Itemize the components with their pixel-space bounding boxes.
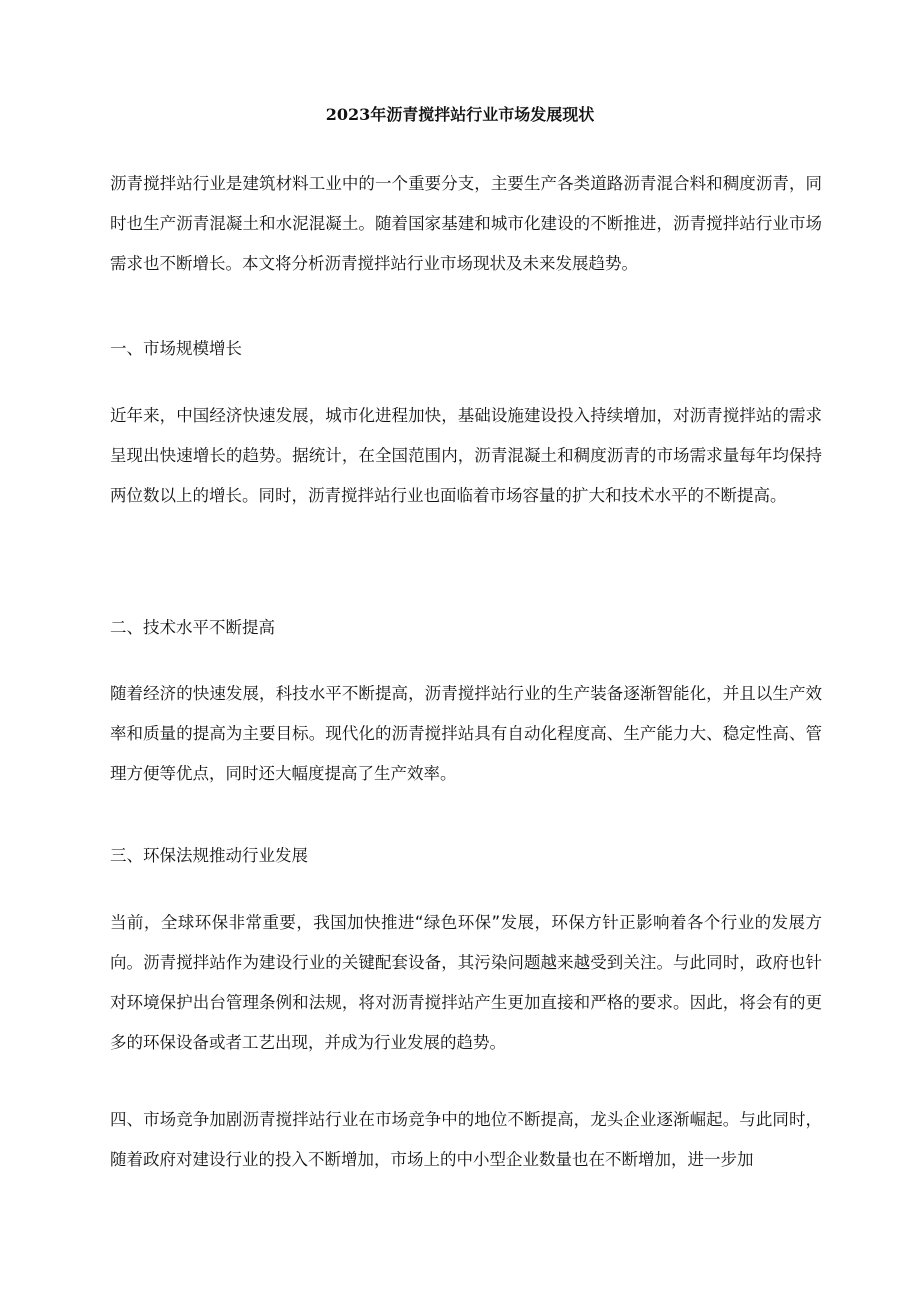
section-3-heading: 三、环保法规推动行业发展	[110, 846, 308, 865]
intro-paragraph: 沥青搅拌站行业是建筑材料工业中的一个重要分支，主要生产各类道路沥青混合料和稠度沥青，同时也生产沥青混凝土和水泥混凝土。随着国家基建和城市化建设的不断推进，沥青搅拌站行业市场需求也不断增长。本文将分析沥青搅拌站行业市场现状及未来发展趋势。	[110, 174, 822, 273]
section-1-heading: 一、市场规模增长	[110, 339, 242, 358]
section-2-body: 随着经济的快速发展，科技水平不断提高，沥青搅拌站行业的生产装备逐渐智能化，并且以生产效率和质量的提高为主要目标。现代化的沥青搅拌站具有自动化程度高、生产能力大、稳定性高、管理方便等优点，同时还大幅度提高了生产效率。	[110, 684, 822, 783]
section-3-body: 当前，全球环保非常重要，我国加快推进“绿色环保”发展，环保方针正影响着各个行业的发展方向。沥青搅拌站作为建设行业的关键配套设备，其污染问题越来越受到关注。与此同时，政府也针对环境保护出台管理条例和法规，将对沥青搅拌站产生更加直接和严格的要求。因此，将会有的更多的环保设备或者工艺出现，并成为行业发展的趋势。	[110, 913, 822, 1052]
section-4-paragraph: 四、市场竞争加剧沥青搅拌站行业在市场竞争中的地位不断提高，龙头企业逐渐崛起。与此同时，随着政府对建设行业的投入不断增加，市场上的中小型企业数量也在不断增加，进一步加	[110, 1110, 822, 1169]
section-2-heading: 二、技术水平不断提高	[110, 618, 275, 637]
document-title: 2023年沥青搅拌站行业市场发展现状	[325, 105, 595, 124]
section-1-body: 近年来，中国经济快速发展，城市化进程加快，基础设施建设投入持续增加，对沥青搅拌站的需求呈现出快速增长的趋势。据统计，在全国范围内，沥青混凝土和稠度沥青的市场需求量每年均保持两位数以上的增长。同时，沥青搅拌站行业也面临着市场容量的扩大和技术水平的不断提高。	[110, 406, 822, 505]
